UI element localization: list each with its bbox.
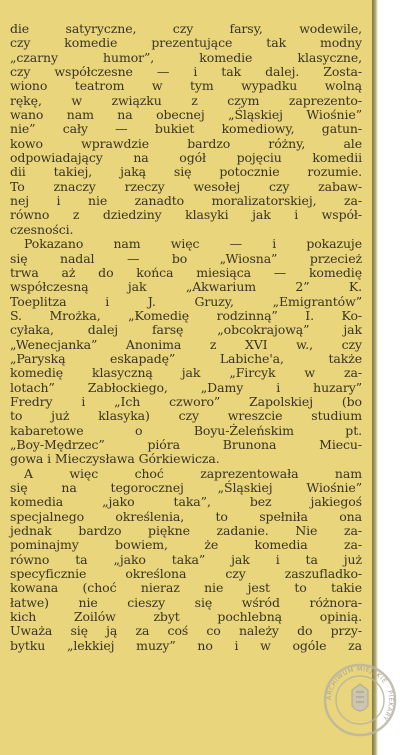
article-line: się nadal — bo „Wiosna” przecież: [10, 250, 362, 266]
article-line: pominajmy bowiem, że komedia za-: [10, 537, 362, 553]
article-line: kabaretowe o Boyu-Żeleńskim pt.: [10, 422, 362, 438]
article-line: specjalnego określenia, to spełniła ona: [10, 508, 362, 524]
article-line: równo z dziedziny klasyki jak i współ-: [10, 207, 362, 223]
article-line: komedię klasyczną jak „Fircyk w za-: [10, 365, 362, 381]
article-line: nej i nie zanadto moralizatorskiej, za-: [10, 193, 362, 209]
article-line: Toeplitza i J. Gruzy, „Emigrantów”: [10, 293, 362, 309]
article-line: kich Zoilów zbyt pochlebną opinią.: [10, 609, 362, 625]
article-line: „Boy-Mędrzec” pióra Brunona Miecu-: [10, 436, 362, 452]
article-line: czy komedie prezentujące tak modny: [10, 35, 362, 51]
article-line: bytku „lekkiej muzy” no i w ogóle za: [10, 637, 362, 653]
article-line: kowana (choć nieraz nie jest to takie: [10, 580, 362, 596]
article-line: Fredry i „Ich czworo” Zapolskiej (bo: [10, 393, 362, 409]
article-line: współczesną jak „Akwarium 2” K.: [10, 279, 362, 295]
article-line: jednak bardzo piękne zadanie. Nie za-: [10, 523, 362, 539]
article-line: kowo wprawdzie bardzo różny, ale: [10, 135, 362, 151]
article-line: To znaczy rzeczy wesołej czy zabaw-: [10, 178, 362, 194]
article-line: odpowiadający na ogół pojęciu komedii: [10, 150, 362, 166]
article-line: łatwe) nie cieszy się wśród różnora-: [10, 594, 362, 610]
article-line: komedia „jako taka”, bez jakiegoś: [10, 494, 362, 510]
article-text: [10, 22, 362, 653]
article-line: gowa i Mieczysława Górkiewicza.: [10, 451, 220, 467]
article-line: die satyryczne, czy farsy, wodewile,: [10, 21, 362, 36]
article-line: wano nam na obecnej „Śląskiej Wiośnie”: [10, 107, 362, 123]
article-line: dii takiej, jaką się potocznie rozumie.: [10, 164, 362, 180]
article-line: czesności.: [10, 221, 74, 237]
article-line: rękę, w związku z czym zaprezento-: [10, 92, 362, 108]
article-line: A więc choć zaprezentowała nam: [24, 465, 362, 481]
article-line: czy współczesne — i tak dalej. Zosta-: [10, 64, 362, 80]
article-line: równo ta „jako taka” jak i ta już: [10, 551, 362, 567]
article-line: „czarny humor”, komedie klasyczne,: [10, 49, 362, 65]
article-line: wiono teatrom w tym wypadku wolną: [10, 78, 362, 94]
article-line: Pokazano nam więc — i pokazuje: [24, 236, 362, 252]
article-line: trwa aż do końca miesiąca — komedię: [10, 264, 362, 280]
article-line: to już klasyka) czy wreszcie studium: [10, 408, 362, 424]
clipping-edge-shadow: [372, 0, 378, 755]
article-line: „Paryską eskapadę” Labiche'a, także: [10, 350, 362, 366]
article-line: „Wenecjanka” Anonima z XVI w., czy: [10, 336, 362, 352]
article-line: cyłaka, dalej farsę „obcokrajową” jak: [10, 322, 362, 338]
article-line: nie” cały — bukiet komediowy, gatun-: [10, 121, 362, 137]
article-line: specyficznie określona czy zaszufladko-: [10, 566, 362, 582]
article-line: Uważa się ją za coś co należy do przy-: [10, 623, 362, 639]
article-line: S. Mrożka, „Komedię rodzinną” I. Ko-: [10, 307, 362, 323]
stamp-ring-text: ARCHIWUM MIEJSKIE · PIEKARY: [325, 665, 395, 722]
article-line: lotach” Zabłockiego, „Damy i huzary”: [10, 379, 362, 395]
archive-stamp-seal: [322, 662, 398, 738]
article-line: się na tegorocznej „Śląskiej Wiośnie”: [10, 480, 362, 495]
